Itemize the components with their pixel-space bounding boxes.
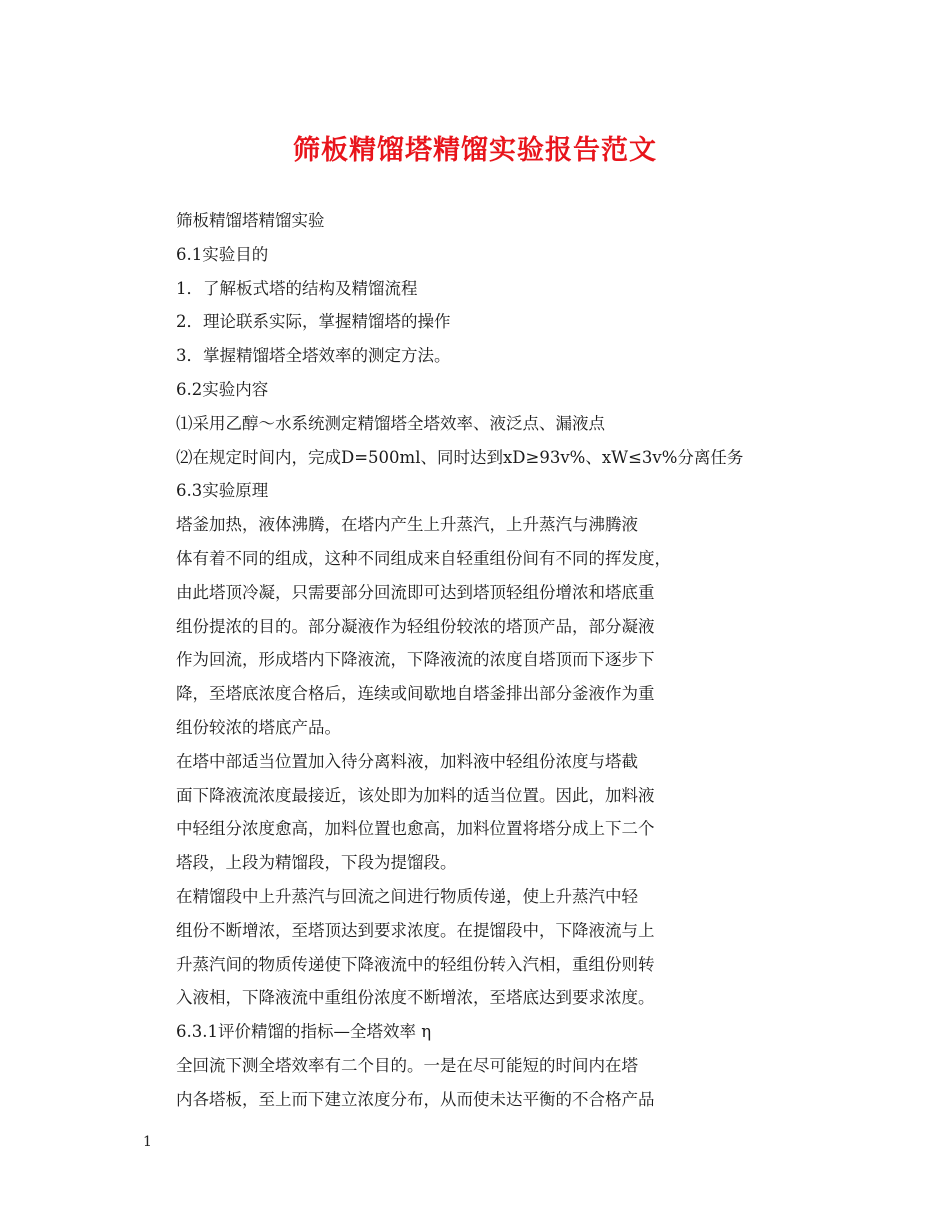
text-line: 升蒸汽间的物质传递使下降液流中的轻组份转入汽相，重组份则转 (176, 954, 655, 974)
text-line: 作为回流，形成塔内下降液流，下降液流的浓度自塔顶而下逐步下 (176, 650, 655, 670)
section-heading: 6.3.1评价精馏的指标—全塔效率 η (176, 1022, 432, 1042)
text-line: 由此塔顶冷凝，只需要部分回流即可达到塔顶轻组份增浓和塔底重 (176, 582, 655, 602)
list-item: ⑵在规定时间内，完成D=500ml、同时达到xD≥93v%、xW≤3v%分离任务 (176, 447, 744, 467)
list-item: ⑴采用乙醇～水系统测定精馏塔全塔效率、液泛点、漏液点 (176, 413, 605, 433)
text-line: 面下降液流浓度最接近，该处即为加料的适当位置。因此，加料液 (176, 785, 655, 805)
document-body (176, 204, 796, 1117)
list-item: 1．了解板式塔的结构及精馏流程 (176, 278, 418, 298)
text-line: 组份提浓的目的。部分凝液作为轻组份较浓的塔顶产品，部分凝液 (176, 616, 655, 636)
page-number: 1 (143, 1134, 152, 1150)
text-line: 降，至塔底浓度合格后，连续或间歇地自塔釜排出部分釜液作为重 (176, 684, 655, 704)
list-item: 3．掌握精馏塔全塔效率的测定方法。 (176, 346, 451, 366)
section-heading: 6.2实验内容 (176, 379, 269, 399)
text-line: 塔釜加热，液体沸腾，在塔内产生上升蒸汽，上升蒸汽与沸腾液 (176, 515, 638, 535)
text-line: 筛板精馏塔精馏实验 (176, 211, 325, 230)
section-heading: 6.3实验原理 (176, 481, 269, 501)
list-item: 2．理论联系实际，掌握精馏塔的操作 (176, 312, 451, 332)
text-line: 中轻组分浓度愈高，加料位置也愈高，加料位置将塔分成上下二个 (176, 819, 655, 839)
text-line: 塔段，上段为精馏段，下段为提馏段。 (176, 853, 457, 873)
text-line: 内各塔板，至上而下建立浓度分布，从而使未达平衡的不合格产品 (176, 1089, 655, 1109)
text-line: 组份不断增浓，至塔顶达到要求浓度。在提馏段中，下降液流与上 (176, 920, 655, 940)
text-line: 组份较浓的塔底产品。 (176, 717, 341, 737)
text-line: 全回流下测全塔效率有二个目的。一是在尽可能短的时间内在塔 (176, 1055, 638, 1075)
text-line: 入液相，下降液流中重组份浓度不断增浓，至塔底达到要求浓度。 (176, 988, 655, 1008)
text-line: 体有着不同的组成，这种不同组成来自轻重组份间有不同的挥发度， (176, 548, 671, 568)
document-title: 筛板精馏塔精馏实验报告范文 (293, 135, 657, 166)
text-line: 在精馏段中上升蒸汽与回流之间进行物质传递，使上升蒸汽中轻 (176, 886, 638, 906)
text-line: 在塔中部适当位置加入待分离料液，加料液中轻组份浓度与塔截 (176, 751, 638, 771)
section-heading: 6.1实验目的 (176, 244, 269, 264)
